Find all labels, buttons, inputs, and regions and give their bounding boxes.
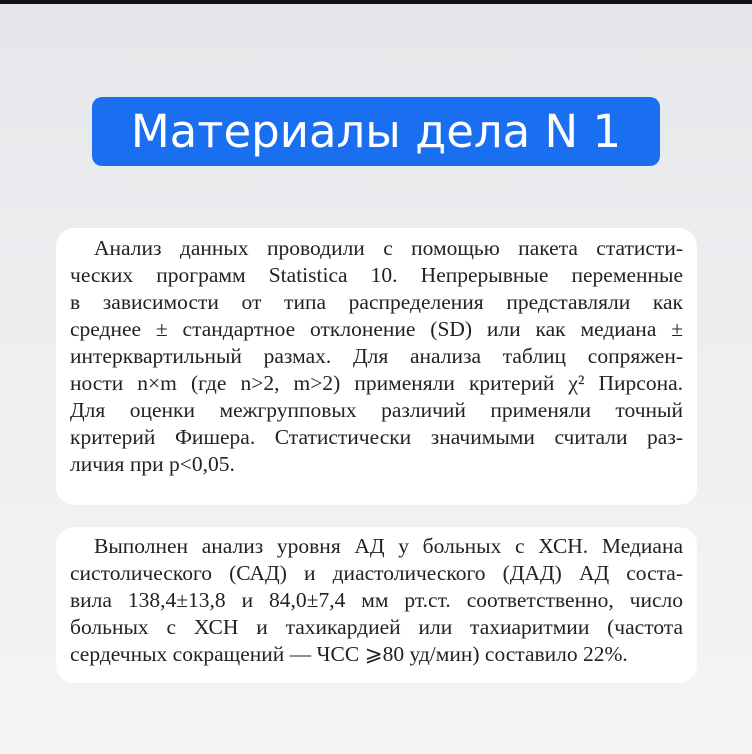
text-line: систолического (САД) и диастолического (ДАД) АД соста- xyxy=(70,561,683,585)
text-card-statistics xyxy=(56,228,697,505)
text-line: критерий Фишера. Статистически значимыми считали раз- xyxy=(70,425,683,449)
text-card-results xyxy=(56,527,697,683)
text-line: Для оценки межгрупповых различий применяли точный xyxy=(70,398,683,422)
text-line: вила 138,4±13,8 и 84,0±7,4 мм рт.ст. соответственно, число xyxy=(70,588,683,612)
text-line: ческих программ Statistica 10. Непрерывные переменные xyxy=(70,263,683,287)
text-line: сердечных сокращений — ЧСС ⩾80 уд/мин) составило 22%. xyxy=(70,642,628,666)
text-line: в зависимости от типа распределения представляли как xyxy=(70,290,683,314)
text-line: личия при p<0,05. xyxy=(70,452,235,476)
text-line: Выполнен анализ уровня АД у больных с ХСН. Медиана xyxy=(94,534,683,558)
text-line: ности n×m (где n>2, m>2) применяли критерий χ² Пирсона. xyxy=(70,371,683,395)
text-line: интерквартильный размах. Для анализа таблиц сопряжен- xyxy=(70,344,683,368)
text-line: Анализ данных проводили с помощью пакета статисти- xyxy=(94,236,683,260)
top-status-strip xyxy=(0,0,752,4)
page-title: Материалы дела N 1 xyxy=(130,105,622,158)
text-line: среднее ± стандартное отклонение (SD) или как медиана ± xyxy=(70,317,683,341)
text-line: больных с ХСН и тахикардией или тахиаритмии (частота xyxy=(70,615,683,639)
title-banner xyxy=(92,97,660,166)
